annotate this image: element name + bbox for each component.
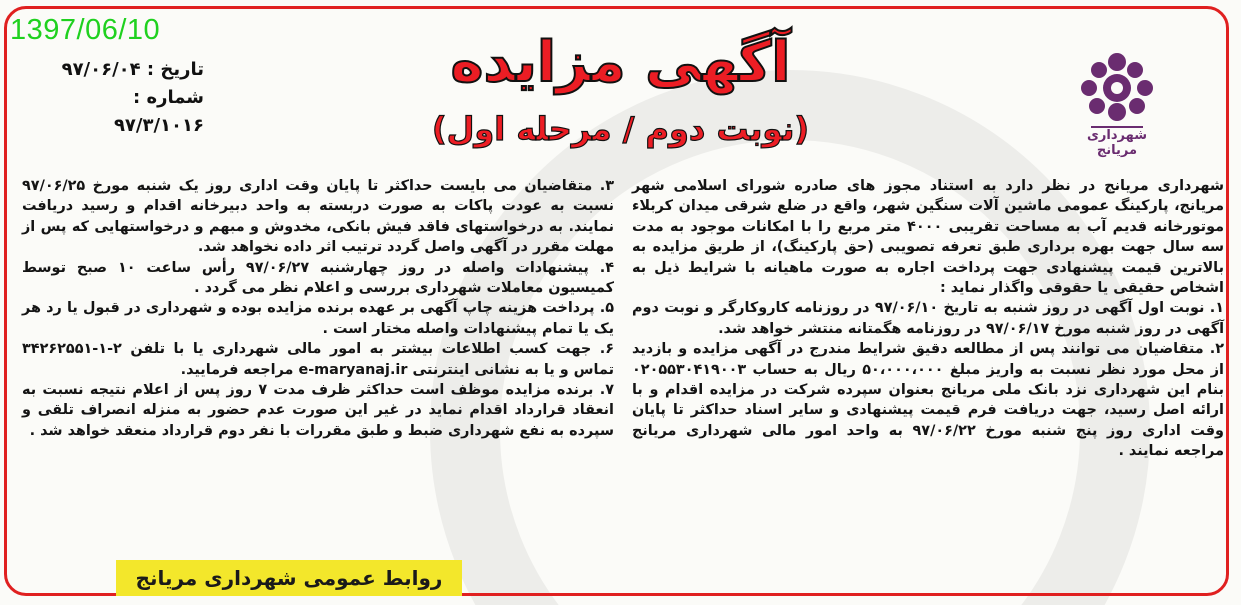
condition-item-5: ۵. پرداخت هزینه چاپ آگهی بر عهده برنده مزایده بوده و شهرداری در قبول یا رد هر یک یا تمام پیشنهادات واصله مختار است . bbox=[22, 300, 614, 337]
condition-item-2: ۲. متقاضیان می توانند پس از مطالعه دقیق شرایط مندرج در آگهی مزایده و بازدید از محل مورد نظر نسبت به واریز مبلغ ۵۰،۰۰۰،۰۰۰ ریال به حساب ۰۲۰۵۵۳۰۴۱۹۰۰۳ بنام این شهرداری نزد بانک ملی مریانج بعنوان سپرده شرکت در مزایده اقدام و با ارائه اصل رسید، جهت دریافت فرم قیمت پیشنهادی و سایر اسناد حداکثر تا پایان وقت اداری روز پنج شنبه مورخ ۹۷/۰۶/۲۲ به واحد امور مالی شهرداری مریانج مراجعه نمایند . bbox=[632, 341, 1224, 460]
intro-paragraph: شهرداری مریانج در نظر دارد به استناد مجوز های صادره شورای اسلامی شهر مریانج، پارکینگ عمومی ماشین آلات سنگین شهر، واقع در ضلع شرقی میدان کربلاء موتورخانه قدیم آب به مساحت تقریبی ۴۰۰۰ متر مربع را با امکانات موجود به مدت سه سال جهت بهره برداری طبق تعرفه تصویبی (حق پارکینگ)، از طریق مزایده به بالاترین قیمت پیشنهادی جهت پرداخت اجاره به صورت ماهیانه با شرایط ذیل به اشخاص حقیقی یا حقوقی واگذار نماید : bbox=[632, 178, 1225, 297]
ad-title: آگهی مزایده bbox=[450, 30, 791, 95]
website-link[interactable]: e-maryanaj.ir bbox=[298, 361, 408, 378]
ad-subtitle: (نوبت دوم / مرحله اول) bbox=[431, 110, 810, 148]
condition-item-1: ۱. نوبت اول آگهی در روز شنبه به تاریخ ۹۷/۰۶/۱۰ در روزنامه کاروکارگر و نوبت دوم آگهی در روز شنبه مورخ ۹۷/۰۶/۱۷ در روزنامه هگمتانه منتشر خواهد شد. bbox=[632, 300, 1224, 337]
date-stamp: 1397/06/10 bbox=[10, 14, 161, 46]
right-column bbox=[632, 176, 1224, 462]
condition-item-3: ۳. متقاضیان می بایست حداکثر تا پایان وقت اداری روز یک شنبه مورخ ۹۷/۰۶/۲۵ نسبت به عودت پاکات به صورت دربسته به واحد دبیرخانه اقدام و رسید دریافت نمایند. به درخواستهای فاقد فیش بانکی، مخدوش و مبهم و درخواستهایی که پس از مهلت مقرر در آگهی واصل گردد ترتیب اثر داده نخواهد شد. bbox=[22, 178, 614, 256]
ad-date: تاریخ : ۹۷/۰۶/۰۴ bbox=[61, 59, 204, 80]
condition-item-7: ۷. برنده مزایده موظف است حداکثر ظرف مدت ۷ روز پس از اعلام نتیجه نسبت به انعقاد قرارداد اقدام نماید در غیر این صورت عدم حضور به منزله انصراف تلقی و سپرده به نفع شهرداری ضبط و طبق مقررات با نفر دوم قرارداد منعقد خواهد شد . bbox=[22, 382, 614, 439]
logo-caption: شهرداری مریانج bbox=[1087, 128, 1147, 158]
left-column bbox=[22, 176, 614, 441]
item-6-text: ۶. جهت کسب اطلاعات بیشتر به امور مالی شهرداری یا با تلفن ۲-۱-۳۴۲۶۲۵۵۱ تماس و یا به نشانی اینترنتی bbox=[22, 341, 614, 378]
public-relations-footer: روابط عمومی شهرداری مریانج bbox=[116, 560, 462, 596]
condition-item-4: ۴. پیشنهادات واصله در روز چهارشنبه ۹۷/۰۶/۲۷ رأس ساعت ۱۰ صبح توسط کمیسیون معاملات شهرداری بررسی و اعلام نظر می گردد . bbox=[22, 259, 614, 297]
item-6-tail: مراجعه فرمایید. bbox=[180, 361, 299, 378]
condition-item-6 bbox=[22, 339, 614, 380]
ad-number: شماره : ۹۷/۳/۱۰۱۶ bbox=[113, 87, 204, 136]
